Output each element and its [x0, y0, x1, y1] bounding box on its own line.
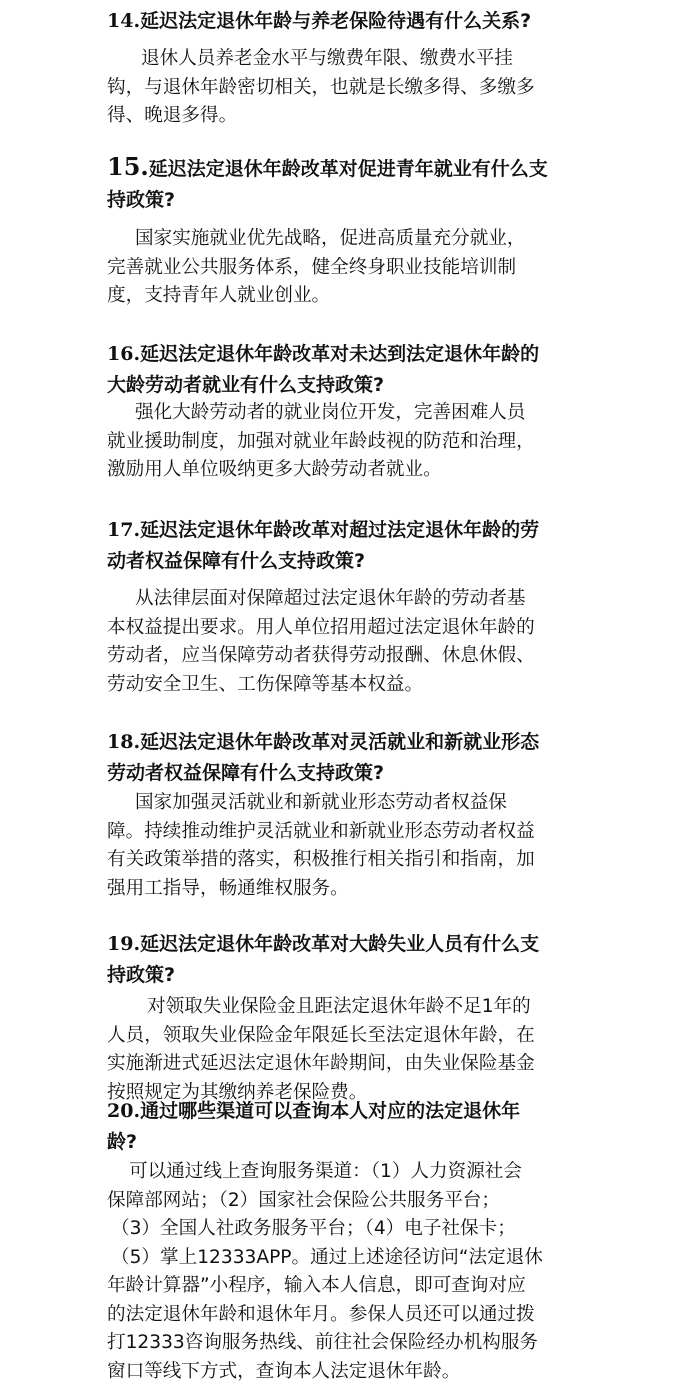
- answer-line: 完善就业公共服务体系，健全终身职业技能培训制: [107, 254, 599, 283]
- question-number: 17.: [107, 519, 140, 541]
- answer-line: 障。持续推动维护灵活就业和新就业形态劳动者权益: [107, 818, 599, 847]
- answer-line: 保障部网站；（2）国家社会保险公共服务平台；: [107, 1187, 599, 1216]
- answer-line: 劳动安全卫生、工伤保障等基本权益。: [107, 671, 599, 700]
- answer-line: 的法定退休年龄和退休年月。参保人员还可以通过拨: [107, 1301, 599, 1330]
- answer-line: 得、晚退多得。: [107, 102, 599, 131]
- answer-16: [107, 399, 599, 485]
- question-16: [107, 339, 607, 401]
- answer-line: 劳动者，应当保障劳动者获得劳动报酬、休息休假、: [107, 642, 599, 671]
- answer-line: 强化大龄劳动者的就业岗位开发，完善困难人员: [107, 399, 599, 428]
- answer-line: 国家实施就业优先战略，促进高质量充分就业，: [107, 225, 599, 254]
- question-number: 19.: [107, 933, 140, 955]
- question-15: [107, 151, 607, 216]
- question-20: [107, 1096, 607, 1158]
- answer-line: 年龄计算器”小程序，输入本人信息，即可查询对应: [107, 1272, 599, 1301]
- answer-line: 国家加强灵活就业和新就业形态劳动者权益保: [107, 789, 599, 818]
- answer-line: 强用工指导，畅通维权服务。: [107, 875, 599, 904]
- question-14: [107, 6, 607, 37]
- answer-line: 度，支持青年人就业创业。: [107, 282, 599, 311]
- question-text: 大龄劳动者就业有什么支持政策?: [107, 374, 384, 396]
- question-number: 14.: [107, 10, 140, 32]
- answer-line: （3）全国人社政务服务平台；（4）电子社保卡；: [107, 1215, 599, 1244]
- question-text: 延迟法定退休年龄改革对灵活就业和新就业形态: [140, 731, 539, 753]
- answer-line: 打12333咨询服务热线、前往社会保险经办机构服务: [107, 1329, 599, 1358]
- question-text: 持政策?: [107, 964, 175, 986]
- answer-17: [107, 585, 599, 699]
- question-number: 15.: [107, 152, 149, 181]
- question-text: 延迟法定退休年龄与养老保险待遇有什么关系?: [140, 10, 531, 32]
- question-text: 延迟法定退休年龄改革对促进青年就业有什么支: [149, 158, 548, 180]
- answer-line: 按照规定为其缴纳养老保险费。: [107, 1079, 599, 1108]
- answer-18: [107, 789, 599, 903]
- answer-20: [107, 1158, 599, 1386]
- answer-line: 有关政策举措的落实，积极推行相关指引和指南，加: [107, 846, 599, 875]
- question-number: 18.: [107, 731, 140, 753]
- answer-line: 对领取失业保险金且距法定退休年龄不足1年的: [107, 993, 599, 1022]
- question-number: 16.: [107, 343, 140, 365]
- answer-line: 钩，与退休年龄密切相关，也就是长缴多得、多缴多: [107, 74, 599, 103]
- question-19: [107, 929, 607, 991]
- answer-line: 人员，领取失业保险金年限延长至法定退休年龄，在: [107, 1022, 599, 1051]
- answer-line: 从法律层面对保障超过法定退休年龄的劳动者基: [107, 585, 599, 614]
- answer-line: 可以通过线上查询服务渠道：（1）人力资源社会: [107, 1158, 599, 1187]
- question-18: [107, 727, 607, 789]
- answer-14: [107, 45, 599, 131]
- question-number: 20.: [107, 1100, 140, 1122]
- answer-line: 实施渐进式延迟法定退休年龄期间，由失业保险基金: [107, 1050, 599, 1079]
- question-text: 动者权益保障有什么支持政策?: [107, 550, 365, 572]
- answer-line: 就业援助制度，加强对就业年龄歧视的防范和治理，: [107, 428, 599, 457]
- answer-line: 本权益提出要求。用人单位招用超过法定退休年龄的: [107, 614, 599, 643]
- question-text: 劳动者权益保障有什么支持政策?: [107, 762, 384, 784]
- answer-line: （5）掌上12333APP。通过上述途径访问“法定退休: [107, 1244, 599, 1273]
- answer-15: [107, 225, 599, 311]
- question-17: [107, 515, 607, 577]
- answer-19: [107, 993, 599, 1107]
- question-text: 延迟法定退休年龄改革对大龄失业人员有什么支: [140, 933, 539, 955]
- question-text: 通过哪些渠道可以查询本人对应的法定退休年: [140, 1100, 520, 1122]
- question-text: 持政策?: [107, 189, 175, 211]
- question-text: 龄?: [107, 1131, 137, 1153]
- question-text: 延迟法定退休年龄改革对未达到法定退休年龄的: [140, 343, 539, 365]
- question-text: 延迟法定退休年龄改革对超过法定退休年龄的劳: [140, 519, 539, 541]
- answer-line: 激励用人单位吸纳更多大龄劳动者就业。: [107, 456, 599, 485]
- answer-line: 窗口等线下方式，查询本人法定退休年龄。: [107, 1358, 599, 1386]
- answer-line: 退休人员养老金水平与缴费年限、缴费水平挂: [107, 45, 599, 74]
